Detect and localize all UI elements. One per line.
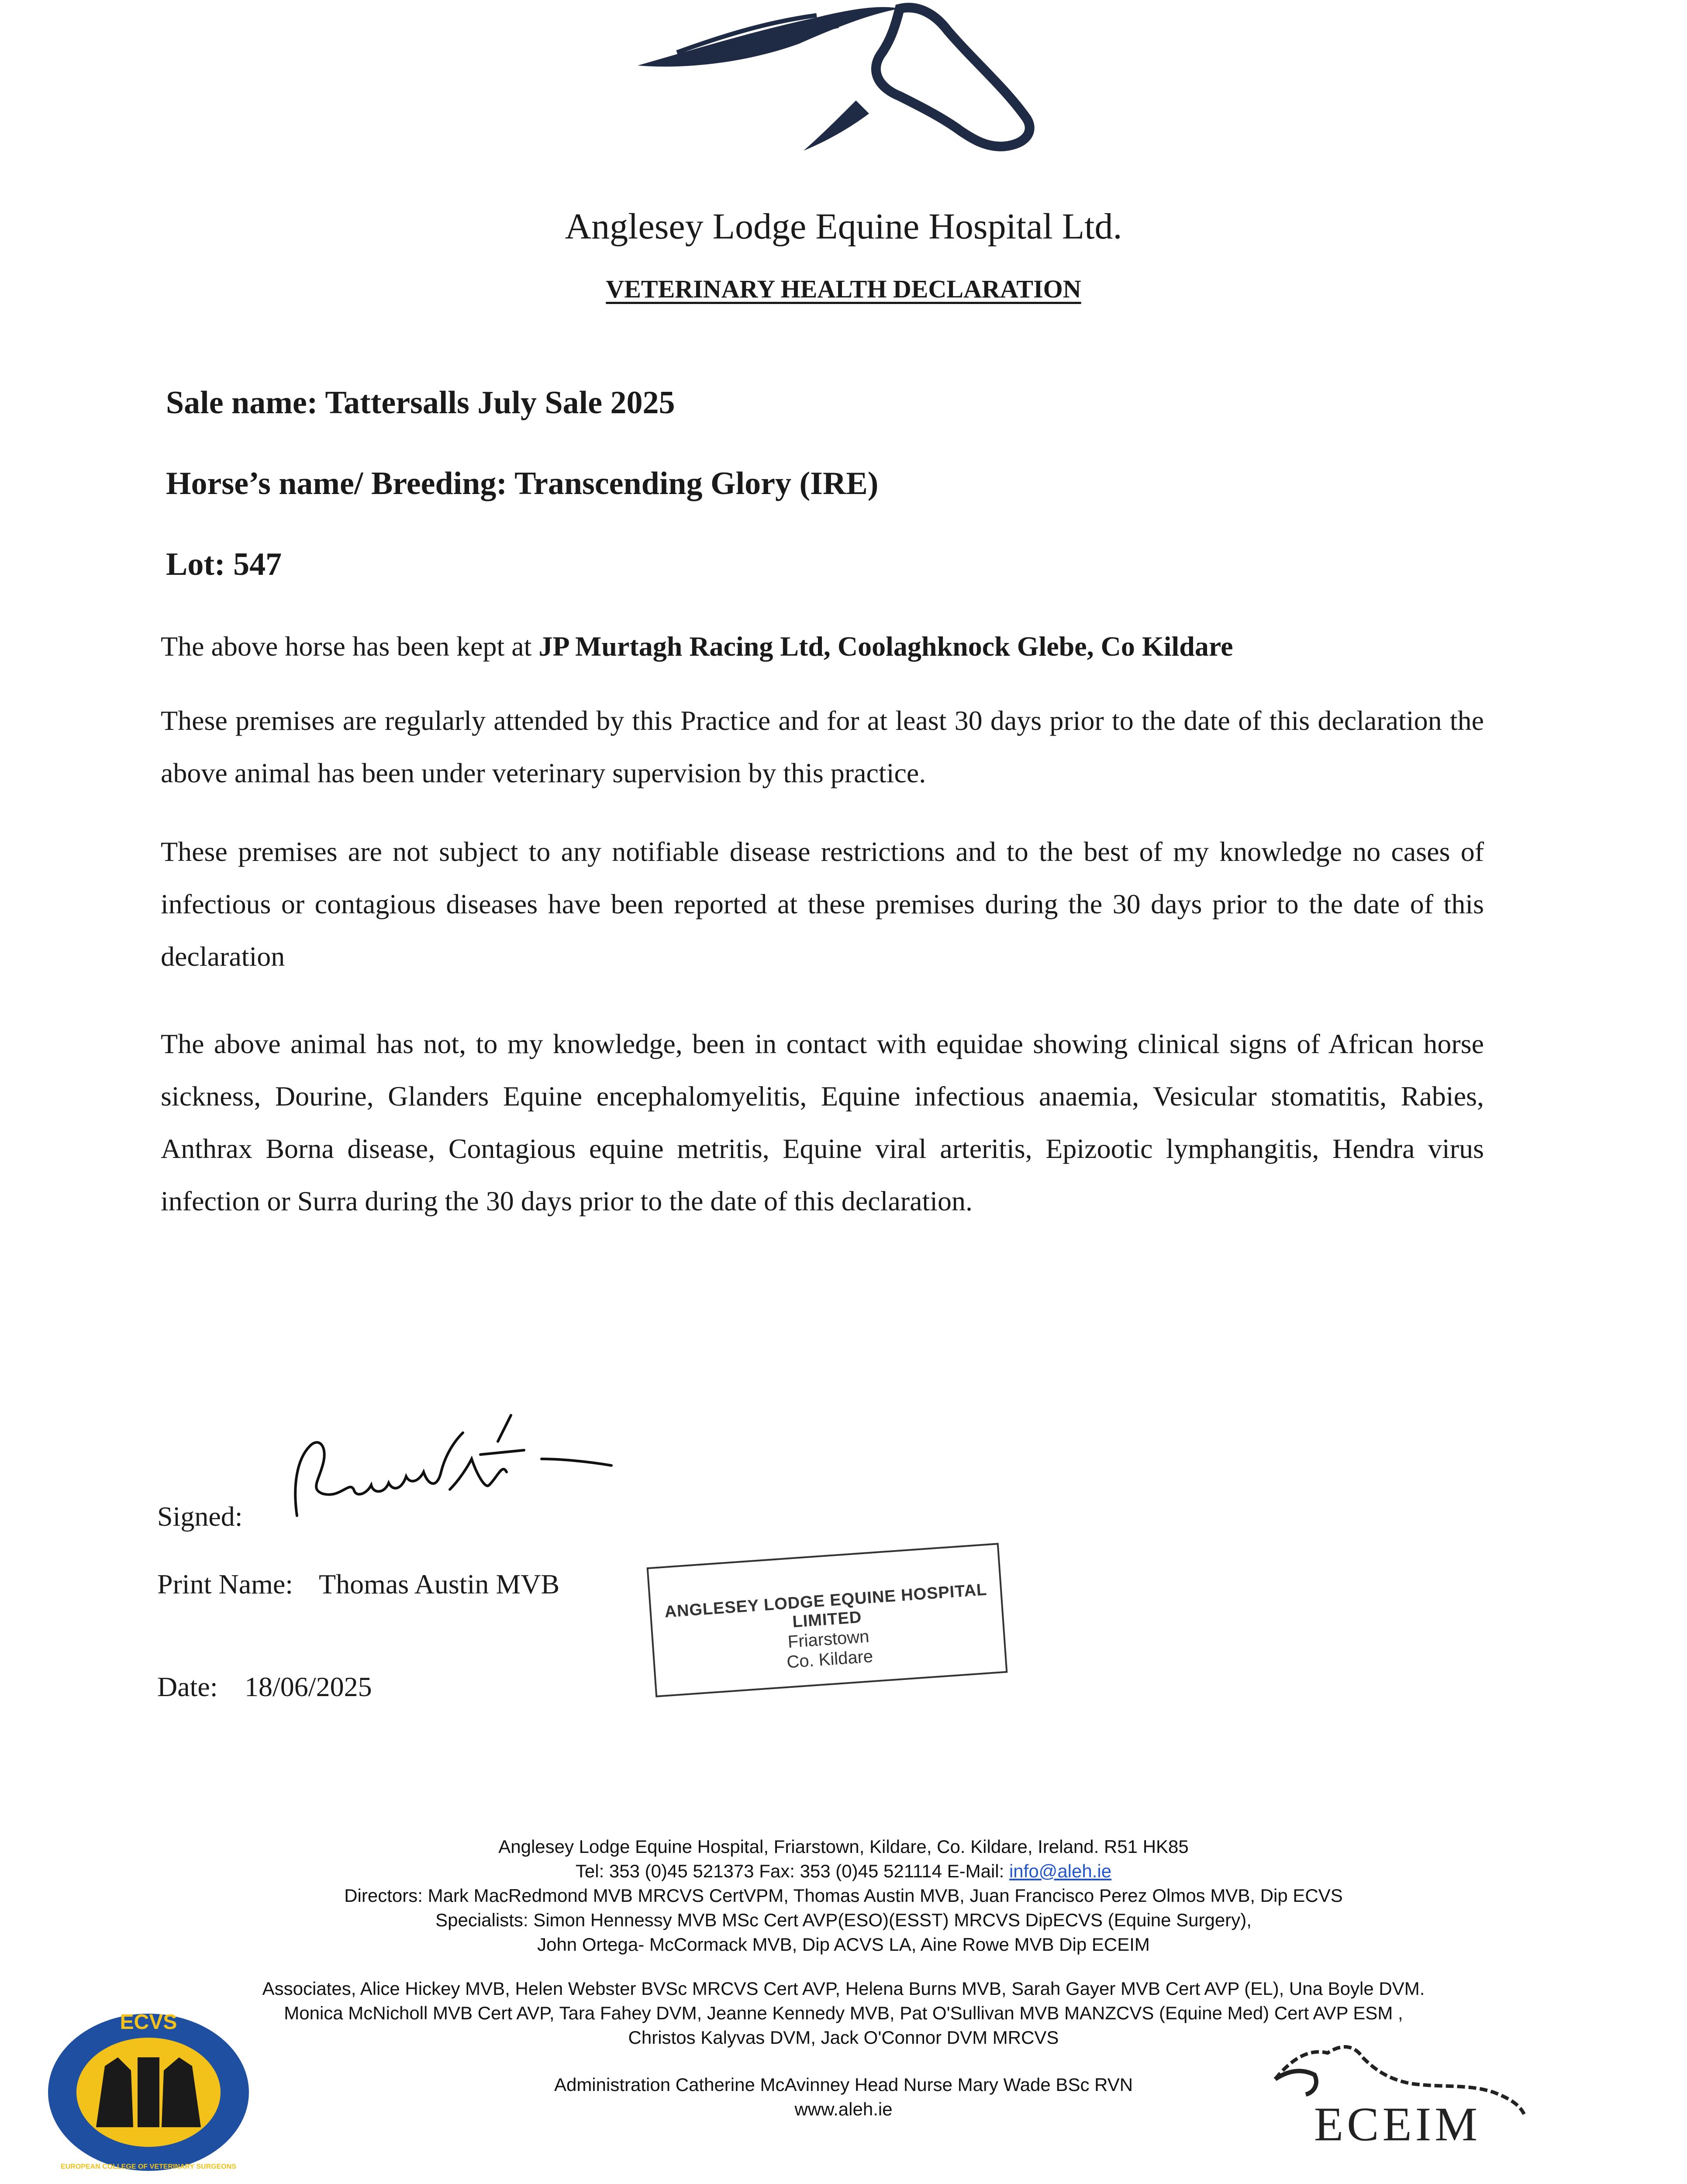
- footer-address: Anglesey Lodge Equine Hospital, Friarstown, Kildare, Co. Kildare, Ireland. R51 HK85: [498, 1836, 1189, 1857]
- hospital-stamp: [647, 1543, 1008, 1697]
- document-title: VETERINARY HEALTH DECLARATION: [606, 275, 1081, 303]
- kept-at-statement: [161, 620, 1484, 673]
- footer-contact-block: [0, 1835, 1687, 1957]
- lot-field: Lot: 547: [166, 546, 282, 582]
- contact-paragraph: The above animal has not, to my knowledge, been in contact with equidae showing clinical signs of African horse sickness, Dourine, Glanders Equine encephalomyelitis, Equine infectious anaemia, Vesicular stomatitis, Rabies, Anthrax Borna disease, Contagious equine metritis, Equine viral arteritis, Epizootic lymphangitis, Hendra virus infection or Surra during the 30 days prior to the date of this declaration.: [161, 1028, 1484, 1216]
- ecvs-ring-text: EUROPEAN COLLEGE OF VETERINARY SURGEONS: [61, 2163, 236, 2170]
- horse-name-field: Horse’s name/ Breeding: Transcending Glory (IRE): [166, 466, 879, 501]
- footer-website[interactable]: www.aleh.ie: [794, 2099, 893, 2119]
- footer-associates-2: Monica McNicholl MVB Cert AVP, Tara Fahey DVM, Jeanne Kennedy MVB, Pat O'Sullivan MVB MANZCVS (Equine Med) Cert AVP ESM ,: [284, 2003, 1403, 2023]
- print-name-label: Print Name:: [157, 1569, 293, 1600]
- footer-admin: Administration Catherine McAvinney Head Nurse Mary Wade BSc RVN: [554, 2074, 1133, 2095]
- footer-associates-3: Christos Kalyvas DVM, Jack O'Connor DVM MRCVS: [628, 2027, 1059, 2048]
- footer-specialists-1: Specialists: Simon Hennessy MVB MSc Cert AVP(ESO)(ESST) MRCVS DipECVS (Equine Surgery),: [435, 1910, 1252, 1930]
- sale-name-field: Sale name: Tattersalls July Sale 2025: [166, 385, 675, 421]
- email-link[interactable]: info@aleh.ie: [1009, 1861, 1112, 1881]
- footer-contact-numbers: Tel: 353 (0)45 521373 Fax: 353 (0)45 521114 E-Mail:: [575, 1861, 1009, 1881]
- footer-directors: Directors: Mark MacRedmond MVB MRCVS CertVPM, Thomas Austin MVB, Juan Francisco Perez Olmos MVB, Dip ECVS: [344, 1885, 1343, 1906]
- stamp-line-1: ANGLESEY LODGE EQUINE HOSPITAL LIMITED: [664, 1580, 988, 1631]
- restrictions-paragraph: These premises are not subject to any notifiable disease restrictions and to the best of my knowledge no cases of infectious or contagious diseases have been reported at these premises during the 30 days prior to the date of this declaration: [161, 836, 1484, 972]
- kept-at-location: JP Murtagh Racing Ltd, Coolaghknock Glebe, Co Kildare: [538, 631, 1233, 662]
- eceim-logo: [1266, 2018, 1528, 2149]
- handwritten-signature: [279, 1406, 620, 1533]
- ecvs-text: ECVS: [120, 2011, 177, 2034]
- ecvs-logo: [44, 2009, 253, 2175]
- date-value: 18/06/2025: [245, 1671, 372, 1702]
- footer-contact: [0, 1859, 1687, 1883]
- premises-paragraph: These premises are regularly attended by this Practice and for at least 30 days prior to the date of this declaration the above animal has been under veterinary supervision by this practice.: [161, 705, 1484, 788]
- footer-associates-1: Associates, Alice Hickey MVB, Helen Webster BVSc MRCVS Cert AVP, Helena Burns MVB, Sarah Gayer MVB Cert AVP (EL), Una Boyle DVM.: [262, 1978, 1425, 1999]
- date-label: Date:: [157, 1671, 218, 1702]
- horse-head-logo: [611, 0, 1048, 157]
- footer-specialists-2: John Ortega- McCormack MVB, Dip ACVS LA, Aine Rowe MVB Dip ECEIM: [537, 1934, 1150, 1955]
- kept-at-prefix: The above horse has been kept at: [161, 631, 539, 662]
- organization-name: Anglesey Lodge Equine Hospital Ltd.: [565, 206, 1122, 247]
- signed-label: Signed:: [157, 1501, 243, 1532]
- stamp-line-2: Friarstown: [787, 1627, 870, 1652]
- eceim-text: ECEIM: [1314, 2098, 1481, 2149]
- print-name-value: Thomas Austin MVB: [319, 1569, 560, 1600]
- stamp-line-3: Co. Kildare: [786, 1646, 874, 1672]
